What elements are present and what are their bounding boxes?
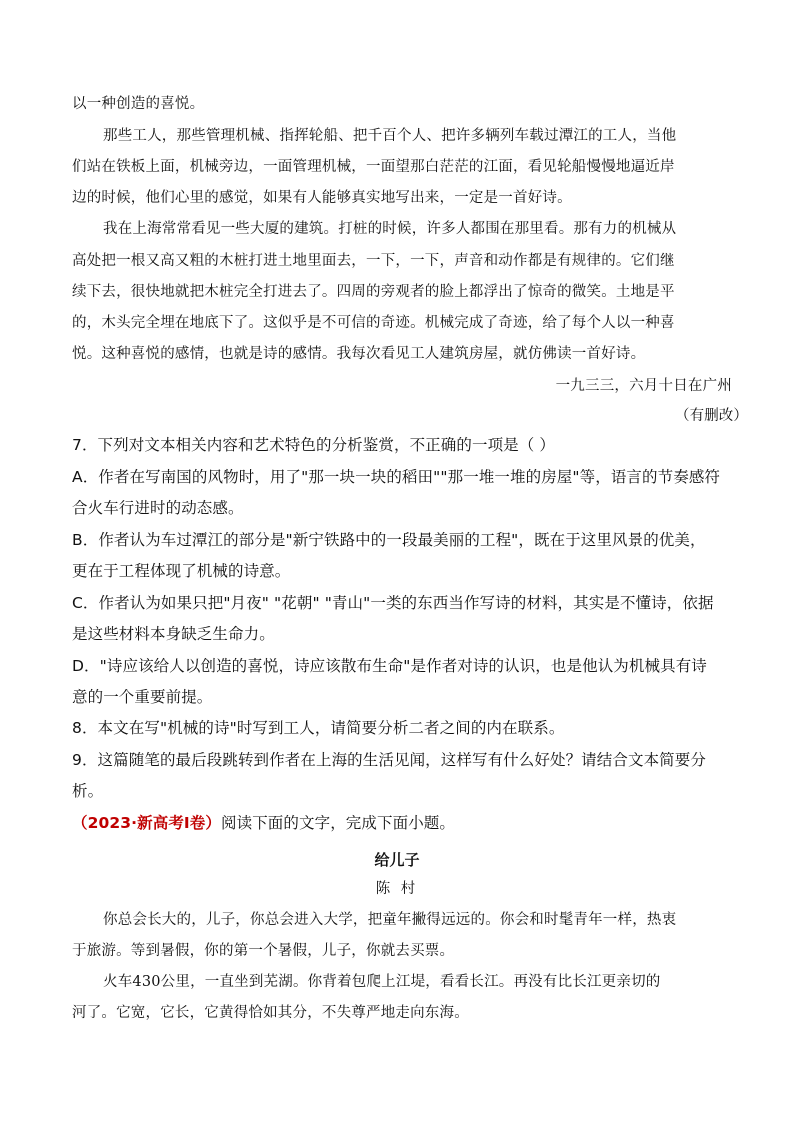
poem-line: 河了。它宽，它长，它黄得恰如其分，不失尊严地走向东海。: [72, 1005, 469, 1021]
essay-line: 以一种创造的喜悦。: [72, 96, 205, 112]
option-a: A．作者在写南国的风物时，用了"那一块一块的稻田""那一堆一堆的房屋"等，语言的节奏感符: [72, 468, 721, 486]
question-9-cont: 析。: [72, 782, 104, 800]
source-line: [72, 816, 455, 832]
question-7: 7．下列对文本相关内容和艺术特色的分析鉴赏，不正确的一项是（ ）: [72, 436, 555, 454]
option-b: B．作者认为车过潭江的部分是"新宁铁路中的一段最美丽的工程"，既在于这里风景的优美，: [72, 531, 706, 549]
essay-line: 续下去，很快地就把木桩完全打进去了。四周的旁观者的脸上都浮出了惊奇的微笑。土地是平: [72, 284, 675, 300]
question-9: 9．这篇随笔的最后段跳转到作者在上海的生活见闻，这样写有什么好处？请结合文本简要分: [72, 751, 706, 769]
question-8: 8．本文在写"机械的诗"时写到工人，请简要分析二者之间的内在联系。: [72, 719, 565, 737]
reading-instruction: 阅读下面的文字，完成下面小题。: [221, 814, 456, 832]
option-c: C．作者认为如果只把"月夜" "花朝" "青山"一类的东西当作写诗的材料，其实是不懂诗，依据: [72, 594, 714, 612]
essay-line: 边的时候，他们心里的感觉，如果有人能够真实地写出来，一定是一首好诗。: [72, 190, 572, 206]
option-a-cont: 合火车行进时的动态感。: [72, 499, 244, 517]
essay-note: （有删改）: [675, 408, 748, 424]
poem-line: 你总会长大的，儿子，你总会进入大学，把童年撇得远远的。你会和时髦青年一样，热衷: [103, 912, 677, 928]
exam-source: （2023·新高考Ⅰ卷）: [72, 814, 221, 832]
option-c-cont: 是这些材料本身缺乏生命力。: [72, 625, 275, 643]
poem-line: 火车430公里，一直坐到芜湖。你背着包爬上江堤，看看长江。再没有比长江更亲切的: [103, 974, 661, 990]
essay-line: 的，木头完全埋在地底下了。这似乎是不可信的奇迹。机械完成了奇迹，给了每个人以一种喜: [72, 315, 675, 331]
option-d: D．"诗应该给人以创造的喜悦，诗应该散布生命"是作者对诗的认识，也是他认为机械具有诗: [72, 657, 707, 675]
essay-line: 悦。这种喜悦的感情，也就是诗的感情。我每次看见工人建筑房屋，就仿佛读一首好诗。: [72, 346, 646, 362]
option-b-cont: 更在于工程体现了机械的诗意。: [72, 562, 291, 580]
poem-line: 于旅游。等到暑假，你的第一个暑假，儿子，你就去买票。: [72, 943, 455, 959]
essay-line: 高处把一根又高又粗的木桩打进土地里面去，一下，一下，声音和动作都是有规律的。它们继: [72, 253, 675, 269]
essay-line: 我在上海常常看见一些大厦的建筑。打桩的时候，许多人都围在那里看。那有力的机械从: [103, 221, 677, 237]
essay-line: 那些工人，那些管理机械、指挥轮船、把千百个人、把许多辆列车载过潭江的工人，当他: [103, 128, 677, 144]
poem-title: 给儿子: [374, 851, 420, 869]
essay-line: 们站在铁板上面，机械旁边，一面管理机械，一面望那白茫茫的江面，看见轮船慢慢地逼近岸: [72, 159, 675, 175]
essay-date-line: 一九三三，六月十日在广州: [555, 378, 732, 394]
option-d-cont: 意的一个重要前提。: [72, 688, 213, 706]
poem-author: 陈 村: [375, 881, 419, 897]
